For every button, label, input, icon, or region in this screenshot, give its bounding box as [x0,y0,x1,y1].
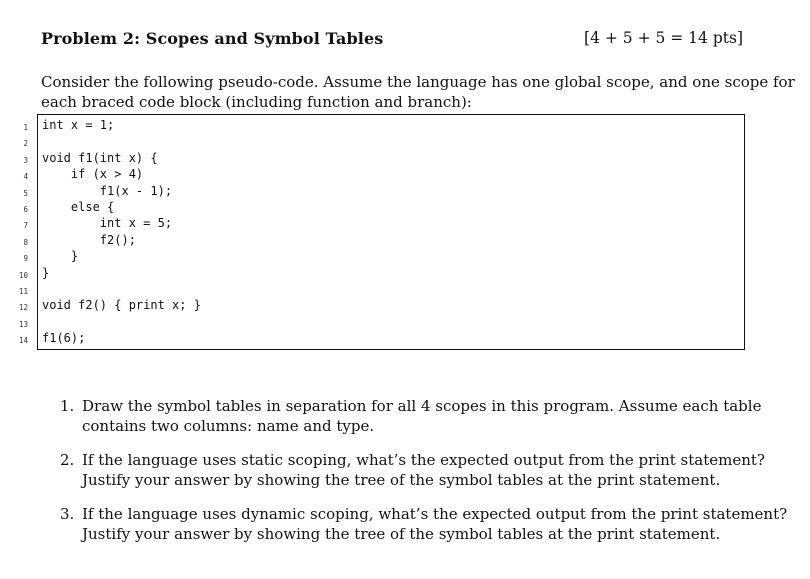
question-number: 2. [60,451,75,469]
question-text: Justify your answer by showing the tree of the symbol tables at the print statement. [82,471,721,489]
problem-title: Problem 2: Scopes and Symbol Tables [41,29,384,48]
question-text: contains two columns: name and type. [82,417,375,435]
code-line: } [42,265,50,280]
question-item [60,450,765,490]
code-line-number: 14 [18,336,28,346]
code-line: f1(6); [42,331,86,346]
code-line: if (x > 4) [42,167,144,182]
code-line: } [42,249,79,264]
question-text: If the language uses dynamic scoping, what’s the expected output from the print statement? [82,505,788,523]
code-line-number: 12 [18,303,28,313]
code-line-number: 7 [23,221,28,231]
question-number: 1. [60,397,75,415]
code-line-number: 6 [23,205,28,214]
question-item [60,396,762,436]
code-line-number: 13 [18,319,28,329]
question-text: If the language uses static scoping, what’s the expected output from the print statement? [82,451,765,469]
code-line: f2(); [42,232,136,247]
code-line: void f2() { print x; } [42,298,201,313]
code-line: int x = 1; [42,118,115,132]
problem-header [41,29,743,53]
code-line-number: 10 [18,270,28,280]
intro-line: each braced code block (including function and branch): [41,93,472,111]
code-line: else { [42,200,115,214]
code-listing-box [37,114,745,350]
code-line-number: 11 [18,287,28,296]
code-line-number: 4 [23,172,28,182]
code-line-number: 5 [23,188,28,198]
intro-line: Consider the following pseudo-code. Assume the language has one global scope, and one scope for [41,73,795,91]
question-text: Justify your answer by showing the tree of the symbol tables at the print statement. [82,525,721,543]
question-number: 3. [60,505,75,523]
code-line: void f1(int x) { [42,150,158,165]
intro-paragraph [41,72,795,112]
code-line-number: 3 [23,155,28,165]
code-line: f1(x - 1); [42,183,173,198]
question-list [60,396,788,558]
question-item [60,504,788,544]
code-line-number: 8 [23,237,28,247]
code-line-number: 9 [23,254,28,264]
code-line: int x = 5; [42,216,173,231]
code-line-number: 2 [23,139,28,149]
points-label: [4 + 5 + 5 = 14 pts] [584,29,743,47]
question-text: Draw the symbol tables in separation for all 4 scopes in this program. Assume each table [82,397,762,415]
code-line-number: 1 [23,123,28,132]
